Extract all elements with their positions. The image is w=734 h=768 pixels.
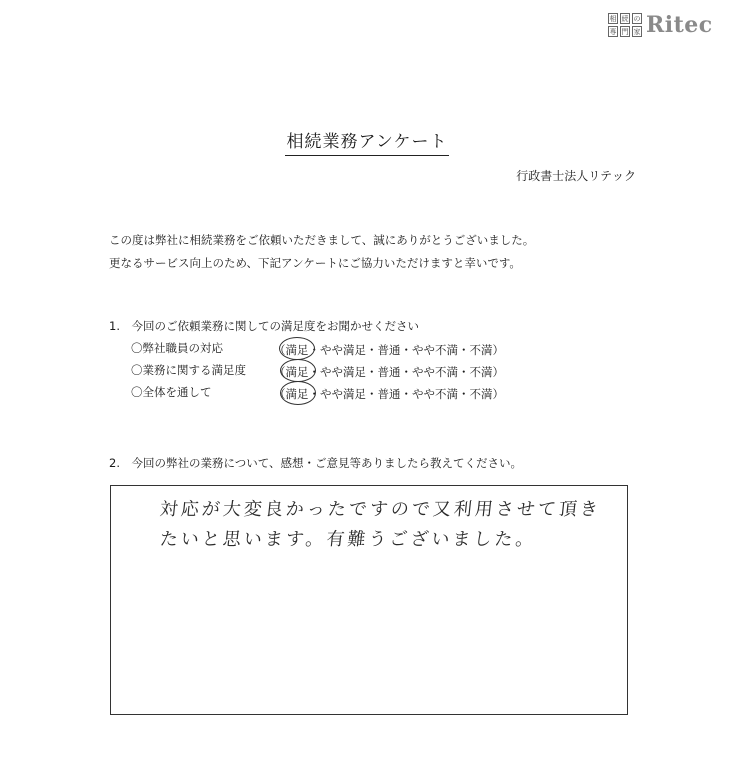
question-1-label: 1. 今回のご依頼業務に関しての満足度をお聞かせください [109, 319, 419, 333]
q1-item-overall-scale: （満足・やや満足・普通・やや不満・不満） [274, 387, 504, 401]
handwritten-answer-line-1: 対応が大変良かったですので又利用させて頂き [158, 499, 602, 520]
intro-line-1: この度は弊社に相続業務をご依頼いただきまして、誠にありがとうございました。 [109, 233, 535, 247]
seal-mark [608, 13, 642, 37]
q1-item-overall-label: 〇全体を通して [131, 385, 212, 399]
intro-line-2: 更なるサービス向上のため、下記アンケートにご協力いただけますと幸いです。 [109, 256, 521, 270]
seal-char: 相 [609, 15, 617, 23]
seal-char: 続 [621, 15, 629, 23]
handwritten-answer-line-2: たいと思います。有難うございました。 [158, 529, 538, 550]
logo-wordmark: Ritec [646, 12, 713, 38]
organization-name: 行政書士法人リテック [516, 169, 636, 183]
q1-item-work-scale: （満足・やや満足・普通・やや不満・不満） [274, 365, 504, 379]
q1-item-work-label: 〇業務に関する満足度 [131, 363, 246, 377]
company-logo [608, 12, 713, 38]
page-title-wrap [0, 127, 734, 152]
seal-char: 家 [633, 28, 641, 36]
q1-item-staff-label: 〇弊社職員の対応 [131, 341, 223, 355]
q1-item-staff-scale: （満足・やや満足・普通・やや不満・不満） [274, 343, 504, 357]
selection-circle [280, 381, 316, 405]
seal-char: 門 [621, 28, 629, 36]
seal-char: 専 [609, 28, 617, 36]
selection-circle [279, 337, 315, 360]
question-2-label: 2. 今回の弊社の業務について、感想・ご意見等ありましたら教えてください。 [109, 456, 523, 470]
page-title: 相続業務アンケート [285, 132, 450, 156]
selection-circle [280, 359, 316, 382]
seal-char: の [633, 15, 641, 23]
